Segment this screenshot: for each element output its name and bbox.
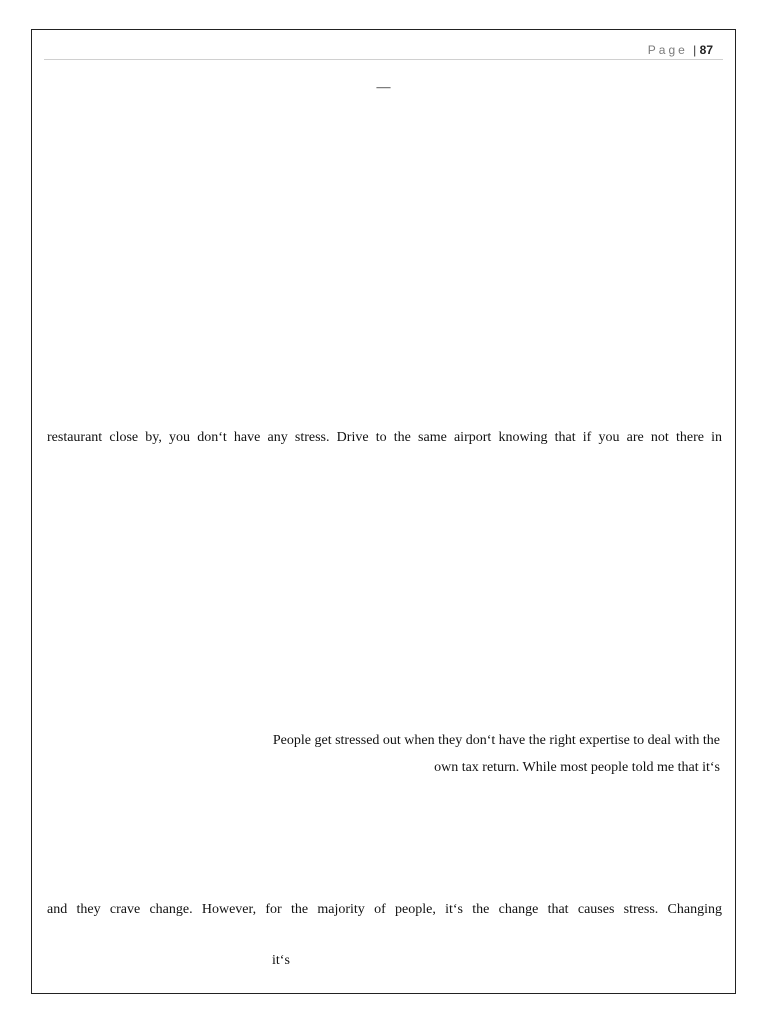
page-label: Page bbox=[647, 43, 688, 57]
page-number: 87 bbox=[699, 43, 713, 57]
page-header bbox=[44, 42, 723, 60]
text-line-stressed: People get stressed out when they don‘t have the right expertise to deal with the bbox=[272, 733, 720, 748]
text-line-tax-return: own tax return. While most people told me that it‘s bbox=[434, 760, 720, 775]
text-fragment-its: it‘s bbox=[272, 953, 290, 968]
text-line-change: and they crave change. However, for the majority of people, it‘s the change that causes stress. Changing bbox=[47, 902, 722, 917]
dash-mark: — bbox=[376, 80, 391, 95]
header-separator: | bbox=[693, 43, 697, 57]
text-line-restaurant: restaurant close by, you don‘t have any stress. Drive to the same airport knowing that if you are not there in bbox=[47, 430, 722, 445]
document-page bbox=[31, 29, 736, 994]
